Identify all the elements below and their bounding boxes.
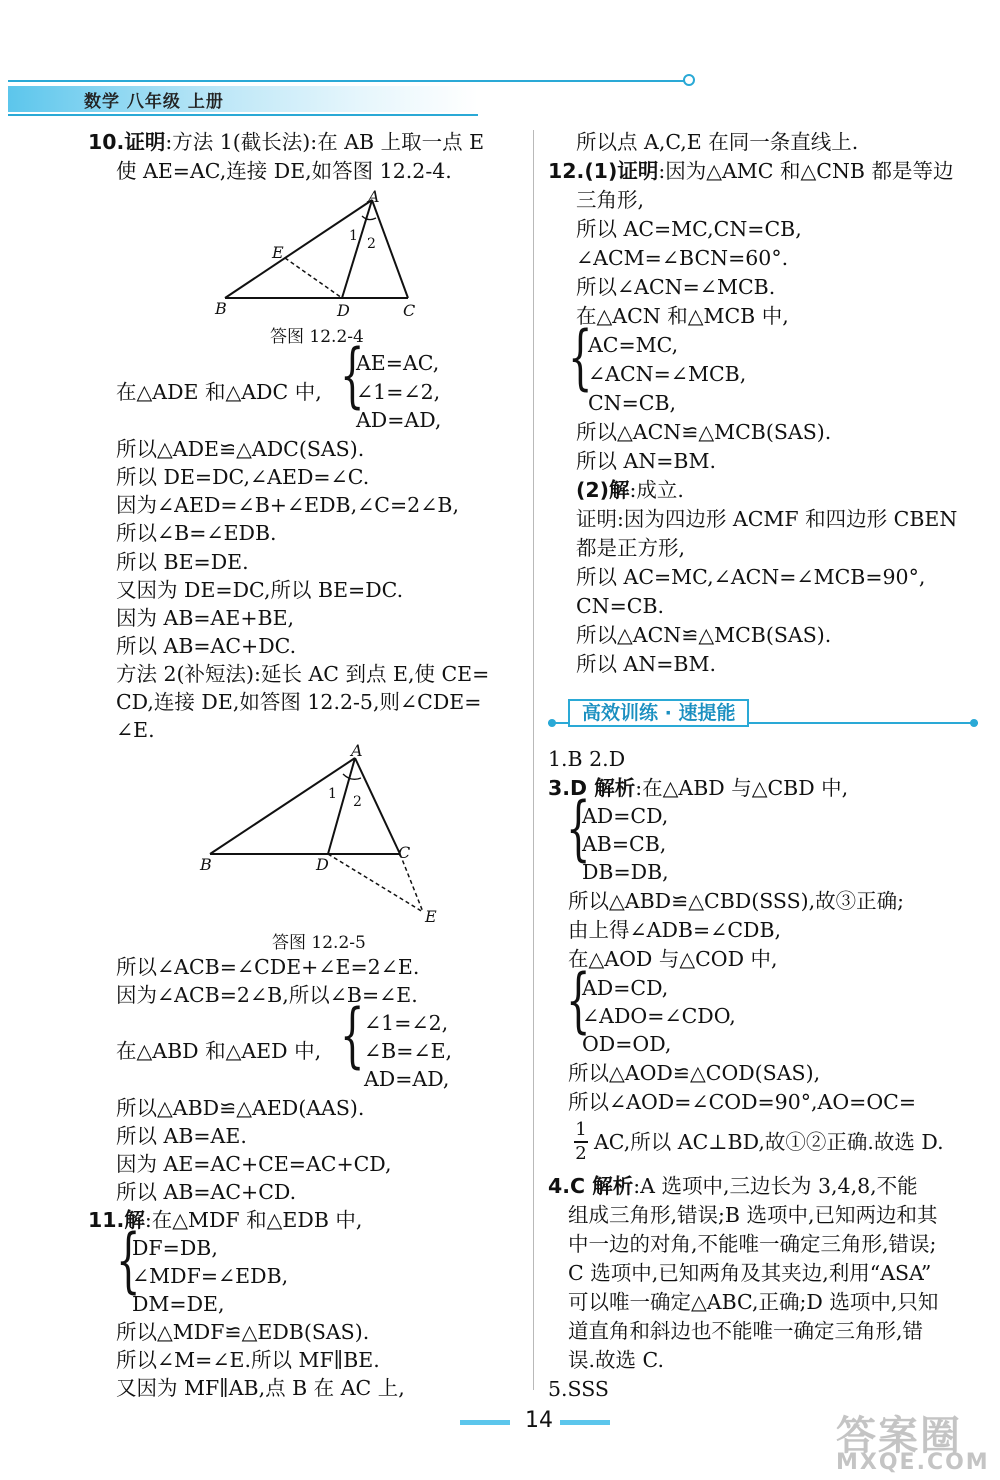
text-line: 道直角和斜边也不能唯一确定三角形,错 (568, 1319, 924, 1343)
text-line: 所以∠AOD=∠COD=90°,AO=OC= (568, 1090, 916, 1114)
brace: { (116, 1219, 141, 1301)
system-line: DB=DB, (582, 860, 669, 884)
text-line: C 选项中,已知两角及其夹边,利用“ASA” (568, 1261, 932, 1285)
fig2-angle-1: 1 (328, 786, 337, 802)
fig1-label-e: E (272, 243, 284, 262)
text-line: 所以 BE=DE. (116, 550, 249, 574)
text-line: 所以△ACN≌△MCB(SAS). (576, 623, 832, 647)
fig1-label-b: B (215, 299, 227, 318)
fig1-label-c: C (403, 301, 416, 320)
system-line: OD=OD, (582, 1032, 672, 1056)
text-line: 所以△AOD≌△COD(SAS), (568, 1061, 821, 1085)
q11-line: 11.解:在△MDF 和△EDB 中, (88, 1208, 363, 1232)
page-number-ornament (560, 1420, 610, 1425)
fig2-label-a: A (351, 741, 363, 760)
text-line: 都是正方形, (576, 536, 686, 560)
system-line: AD=CD, (582, 804, 669, 828)
section-heading (548, 699, 978, 729)
system-line: ∠MDF=∠EDB, (132, 1264, 289, 1288)
brace: { (566, 787, 591, 869)
text-line: 所以∠ACB=∠CDE+∠E=2∠E. (116, 955, 420, 979)
text-line: 所以 DE=DC,∠AED=∠C. (116, 465, 370, 489)
fig2-label-d: D (316, 855, 329, 874)
page-number: 14 (525, 1408, 553, 1433)
fig2-label-c: C (398, 843, 411, 862)
q3-line: 3.D 解析:在△ABD 与△CBD 中, (548, 776, 849, 800)
text-line: 因为∠ACB=2∠B,所以∠B=∠E. (116, 983, 418, 1007)
figure-caption: 答图 12.2-4 (270, 327, 364, 347)
brace: { (568, 316, 593, 398)
header-band (8, 86, 478, 112)
watermark-logo: 答案圈 (836, 1413, 962, 1459)
text-line: 所以 AB=AE. (116, 1124, 247, 1148)
text-line: 可以唯一确定△ABC,正确;D 选项中,只知 (568, 1290, 939, 1314)
text-line: 组成三角形,错误;B 选项中,已知两边和其 (568, 1203, 938, 1227)
text-line: 使 AE=AC,连接 DE,如答图 12.2-4. (116, 159, 452, 183)
text-line: 又因为 DE=DC,所以 BE=DC. (116, 578, 404, 602)
system-line: AD=CD, (582, 976, 669, 1000)
text-line: 三角形, (576, 188, 645, 212)
text-line: ∠ACM=∠BCN=60°. (576, 246, 789, 270)
fraction-numerator: 1 (575, 1119, 587, 1140)
fig2-label-e: E (425, 907, 437, 925)
text-line: 误.故选 C. (568, 1348, 665, 1372)
answer-line: 5.SSS (548, 1377, 609, 1401)
text-line: 所以△ACN≌△MCB(SAS). (576, 420, 832, 444)
section-title: 高效训练 · 速提能 (568, 699, 749, 727)
text-line: 所以点 A,C,E 在同一条直线上. (576, 130, 859, 154)
text-line: 所以△ABD≌△AED(AAS). (116, 1096, 365, 1120)
fraction-denominator: 2 (575, 1143, 587, 1164)
system-line: AD=AD, (356, 408, 442, 432)
header-rule-dot (683, 74, 695, 86)
text-line: 在△ACN 和△MCB 中, (576, 304, 789, 328)
system-line: DM=DE, (132, 1292, 225, 1316)
q10-line: 10.证明:方法 1(截长法):在 AB 上取一点 E (88, 130, 485, 154)
text-line: AC,所以 AC⊥BD,故①②正确.故选 D. (594, 1130, 944, 1154)
text-line: 在△ABD 和△AED 中, (116, 1039, 322, 1063)
text-line: 又因为 MF∥AB,点 B 在 AC 上, (116, 1376, 405, 1400)
text-line: 因为 AE=AC+CE=AC+CD, (116, 1152, 392, 1176)
text-line: 中一边的对角,不能唯一确定三角形,错误; (568, 1232, 937, 1256)
text-line: 所以 AB=AC+DC. (116, 634, 297, 658)
system-line: CN=CB, (588, 391, 677, 415)
header-underline (8, 114, 478, 116)
system-line: ∠1=∠2, (356, 380, 441, 404)
system-line: AE=AC, (356, 351, 440, 375)
system-line: ∠ACN=∠MCB, (588, 362, 747, 386)
answer-line: 1.B 2.D (548, 747, 626, 771)
brace: { (340, 994, 365, 1076)
q12-line: 12.(1)证明:因为△AMC 和△CNB 都是等边 (548, 159, 954, 183)
section-rule-dot (548, 719, 556, 727)
text-line: 所以△ABD≌△CBD(SSS),故③正确; (568, 889, 905, 913)
fig1-angle-2: 2 (367, 236, 376, 252)
text-line: 所以 AN=BM. (576, 449, 717, 473)
system-line: ∠ADO=∠CDO, (582, 1004, 736, 1028)
fig1-label-a: A (368, 188, 380, 206)
text-line: 在△AOD 与△COD 中, (568, 947, 778, 971)
text-line: 所以△ADE≌△ADC(SAS). (116, 437, 365, 461)
page-number-ornament (460, 1420, 510, 1425)
header-rule (8, 80, 688, 82)
section-rule-dot (970, 719, 978, 727)
q4-line: 4.C 解析:A 选项中,三边长为 3,4,8,不能 (548, 1174, 918, 1198)
system-line: ∠B=∠E, (364, 1039, 453, 1063)
brace: { (566, 959, 591, 1041)
sub-answer-line: (2)解:成立. (576, 478, 684, 502)
text-line: 所以∠ACN=∠MCB. (576, 275, 776, 299)
fig1-angle-1: 1 (349, 228, 358, 244)
text-line: 所以△MDF≌△EDB(SAS). (116, 1320, 370, 1344)
figure-12-2-5 (195, 740, 455, 925)
system-line: AB=CB, (582, 832, 667, 856)
column-divider (533, 130, 534, 1390)
text-line: 在△ADE 和△ADC 中, (116, 380, 322, 404)
text-line: 所以∠B=∠EDB. (116, 521, 277, 545)
system-line: DF=DB, (132, 1236, 218, 1260)
system-line: AD=AD, (364, 1067, 450, 1091)
system-line: ∠1=∠2, (364, 1011, 449, 1035)
book-title: 数学 八年级 上册 (84, 92, 224, 112)
text-line: 因为 AB=AE+BE, (116, 606, 295, 630)
system-line: AC=MC, (588, 333, 679, 357)
text-line: 所以∠M=∠E.所以 MF∥BE. (116, 1348, 380, 1372)
figure-12-2-4 (210, 188, 425, 320)
text-line: ∠E. (116, 718, 155, 742)
text-line: 所以 AN=BM. (576, 652, 717, 676)
fig2-label-b: B (200, 855, 212, 874)
text-line: 因为∠AED=∠B+∠EDB,∠C=2∠B, (116, 493, 459, 517)
brace: { (340, 334, 365, 416)
watermark-url: MXQE.COM (836, 1450, 990, 1475)
fig1-label-d: D (337, 301, 350, 320)
text-line: CN=CB. (576, 594, 665, 618)
fig2-angle-2: 2 (353, 794, 362, 810)
text-line: 证明:因为四边形 ACMF 和四边形 CBEN (576, 507, 958, 531)
text-line: 方法 2(补短法):延长 AC 到点 E,使 CE= (116, 662, 490, 686)
text-line: 所以 AC=MC,CN=CB, (576, 217, 802, 241)
text-line: 由上得∠ADB=∠CDB, (568, 918, 782, 942)
text-line: CD,连接 DE,如答图 12.2-5,则∠CDE= (116, 690, 482, 714)
text-line: 所以 AB=AC+CD. (116, 1180, 297, 1204)
figure-caption: 答图 12.2-5 (272, 933, 366, 953)
text-line: 所以 AC=MC,∠ACN=∠MCB=90°, (576, 565, 926, 589)
